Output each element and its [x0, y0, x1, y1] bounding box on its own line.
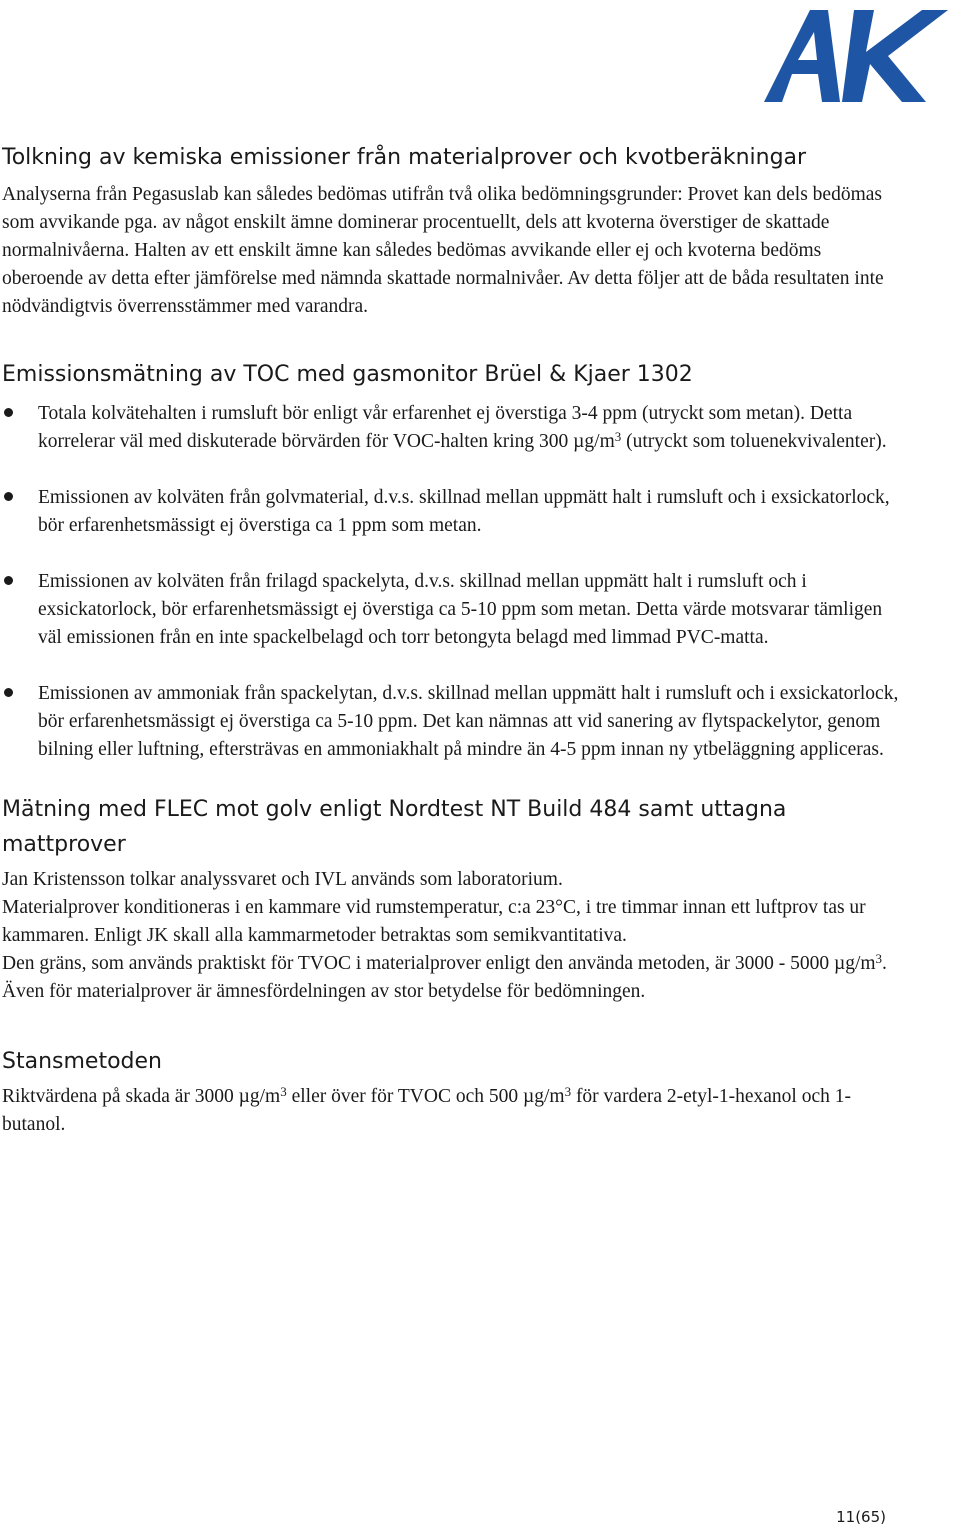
section-heading: Tolkning av kemiska emissioner från materialprover och kvotberäkningar	[2, 145, 807, 170]
bullet-icon	[4, 576, 13, 585]
paragraph: Den gräns, som används praktiskt för TVOC i materialprover enligt den använda metoden, är 3000 - 5000 $\mu g/m^3$. Även för materialprover är ämnesfördelningen av stor betydelse för bedömningen.	[2, 951, 887, 1002]
document-body	[2, 140, 902, 1139]
section-heading: Emissionsmätning av TOC med gasmonitor Brüel & Kjaer 1302	[2, 362, 693, 387]
section-heading: Mätning med FLEC mot golv enligt Nordtest NT Build 484 samt uttagna mattprover	[2, 797, 787, 857]
section-flec-measurement	[2, 792, 902, 1006]
paragraph: Riktvärdena på skada är 3000 $\mu g/m^3$ eller över för TVOC och 500 $\mu g/m^3$ för vardera 2-etyl-1-hexanol och 1-butanol.	[2, 1084, 851, 1135]
page-number: 11(65)	[836, 1508, 886, 1526]
bullet-text: Totala kolvätehalten i rumsluft bör enligt vår erfarenhet ej överstiga 3-4 ppm (utryckt som metan). Detta korrelerar väl med diskuterade börvärden för VOC-halten kring 300 $\mu g/m^3$ (utryckt som toluenekvivalenter).	[38, 403, 887, 452]
list-item	[2, 568, 902, 652]
section-punch-method	[2, 1044, 902, 1139]
paragraph: Jan Kristensson tolkar analyssvaret och IVL används som laboratorium.	[2, 869, 563, 890]
bullet-text: Emissionen av kolväten från frilagd spackelyta, d.v.s. skillnad mellan uppmätt halt i rumsluft och i exsickatorlock, bör erfarenhetsmässigt ej överstiga ca 5-10 ppm som metan. Detta värde motsvarar tämligen väl emissionen från en inte spackelbelagd och torr betongyta belagd med limmad PVC-matta.	[38, 571, 883, 648]
paragraph: Materialprover konditioneras i en kammare vid rumstemperatur, c:a 23°C, i tre timmar innan ett luftprov tas ur kammaren. Enligt JK skall alla kammarmetoder betraktas som semikvantitativa.	[2, 897, 866, 946]
section-interpretation	[2, 140, 902, 321]
bullet-icon	[4, 688, 13, 697]
list-item	[2, 484, 902, 540]
bullet-text: Emissionen av ammoniak från spackelytan, d.v.s. skillnad mellan uppmätt halt i rumsluft och i exsickatorlock, bör erfarenhetsmässigt ej överstiga ca 5-10 ppm. Det kan nämnas att vid sanering av flytspackelytor, genom bilning eller luftning, eftersträvas en ammoniakhalt på mindre än 4-5 ppm innan ny ytbeläggning appliceras.	[38, 683, 899, 760]
paragraph: Analyserna från Pegasuslab kan således bedömas utifrån två olika bedömningsgrunder: Provet kan dels bedömas som avvikande pga. av något enskilt ämne dominerar procentuellt, dels att kvoterna överstiger de skattade normalnivåerna. Halten av ett enskilt ämne kan således bedömas avvikande eller ej och kvoterna bedöms oberoende av detta efter jämförelse med nämnda skattade normalnivåer. Av detta följer att de båda resultaten inte nödvändigtvis överrensstämmer med varandra.	[2, 184, 884, 317]
list-item	[2, 400, 902, 456]
ak-logo	[762, 6, 952, 102]
bullet-icon	[4, 492, 13, 501]
section-heading: Stansmetoden	[2, 1049, 162, 1074]
bullet-list	[2, 400, 902, 764]
bullet-icon	[4, 408, 13, 417]
section-toc-measurement	[2, 357, 902, 764]
list-item	[2, 680, 902, 764]
bullet-text: Emissionen av kolväten från golvmaterial, d.v.s. skillnad mellan uppmätt halt i rumsluft och i exsickatorlock, bör erfarenhetsmässigt ej överstiga ca 1 ppm som metan.	[38, 487, 890, 536]
